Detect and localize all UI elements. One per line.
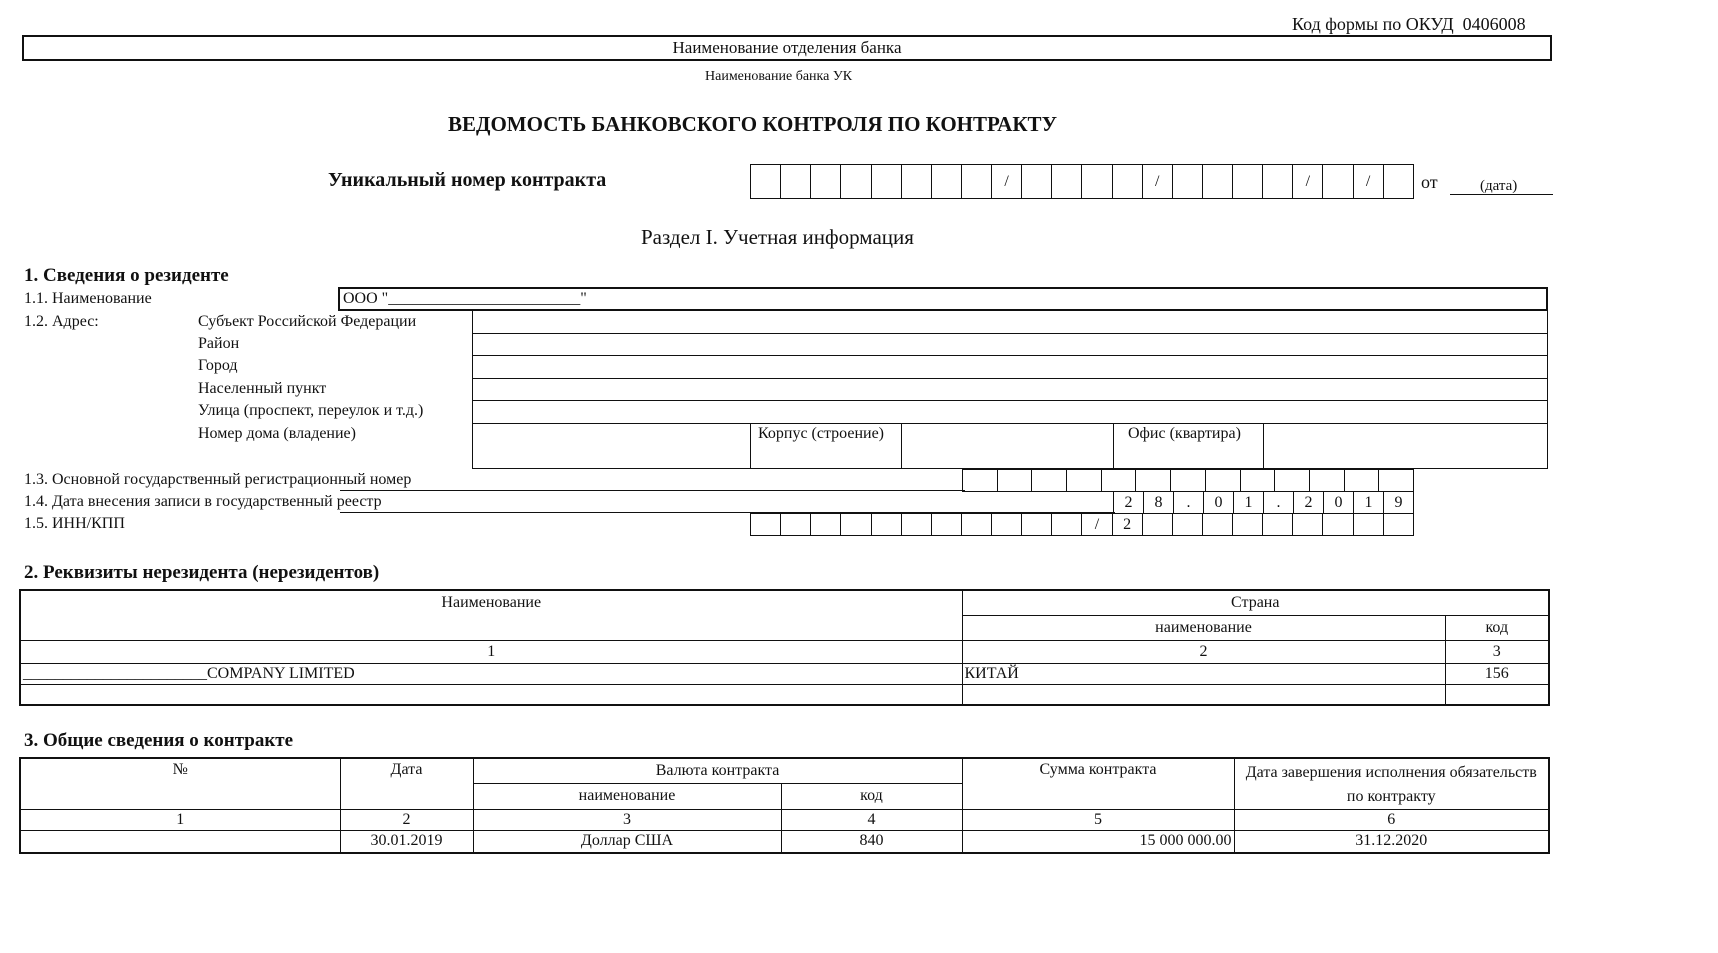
ogrn-grid <box>962 469 1414 492</box>
inn-kpp-cell <box>992 514 1022 535</box>
house-divider-1 <box>750 423 751 469</box>
contract-date: 30.01.2019 <box>340 831 473 853</box>
contract-number-cell <box>1082 165 1112 198</box>
contract-number-cell <box>1113 165 1143 198</box>
contract-number-cell <box>841 165 871 198</box>
table-row <box>20 684 1549 705</box>
address-city-label: Город <box>198 357 238 374</box>
contract-no <box>20 831 340 853</box>
ogrn-cell <box>1241 470 1276 491</box>
nonresident-table <box>19 589 1550 706</box>
reg-date-grid <box>1113 491 1414 514</box>
contract-number-cell <box>932 165 962 198</box>
contract-currency: Доллар США <box>473 831 781 853</box>
ogrn-cell <box>963 470 998 491</box>
inn-kpp-cell <box>841 514 871 535</box>
inn-kpp-cell: 2 <box>1113 514 1143 535</box>
num-3: 3 <box>473 810 781 831</box>
num-5: 5 <box>962 810 1234 831</box>
inn-kpp-cell <box>1354 514 1384 535</box>
inn-kpp-cell: / <box>1082 514 1112 535</box>
col-country-name: наименование <box>962 615 1445 640</box>
address-house-field <box>472 423 1548 469</box>
nonresident-name <box>20 684 962 705</box>
inn-kpp-grid <box>750 513 1414 536</box>
house-divider-2 <box>901 423 902 469</box>
inn-kpp-cell <box>811 514 841 535</box>
reg-date-label: 1.4. Дата внесения записи в государственный реестр <box>24 493 382 510</box>
inn-kpp-cell <box>781 514 811 535</box>
document-title: ВЕДОМОСТЬ БАНКОВСКОГО КОНТРОЛЯ ПО КОНТРАКТУ <box>448 112 1057 136</box>
contract-end-date: 31.12.2020 <box>1234 831 1549 853</box>
korpus-label: Корпус (строение) <box>758 425 885 442</box>
contract-number-cell <box>811 165 841 198</box>
reg-date-cell: . <box>1264 492 1294 513</box>
ogrn-cell <box>1136 470 1171 491</box>
inn-kpp-cell <box>1052 514 1082 535</box>
ogrn-cell <box>1310 470 1345 491</box>
nonresident-title: 2. Реквизиты нерезидента (нерезидентов) <box>24 562 380 583</box>
contract-number-cell: / <box>1293 165 1323 198</box>
contract-sum: 15 000 000.00 <box>962 831 1234 853</box>
nonresident-name: _______________________COMPANY LIMITED <box>20 663 962 684</box>
inn-kpp-cell <box>1233 514 1263 535</box>
address-settlement-label: Населенный пункт <box>198 380 327 397</box>
inn-kpp-cell <box>1173 514 1203 535</box>
bank-uk: Наименование банка УК <box>705 69 853 84</box>
reg-date-cell: 8 <box>1144 492 1174 513</box>
date-placeholder: (дата) <box>1480 178 1518 194</box>
inn-kpp-cell <box>751 514 781 535</box>
name-field <box>338 287 1548 311</box>
col-currency-code: код <box>781 783 962 809</box>
table-row <box>20 831 1549 853</box>
address-street-field <box>472 400 1548 424</box>
num-1: 1 <box>20 810 340 831</box>
contract-number-cell: / <box>1354 165 1384 198</box>
col-name: Наименование <box>20 590 962 640</box>
col-country-code: код <box>1445 615 1549 640</box>
contract-number-cell <box>1263 165 1293 198</box>
contract-number-cell <box>1233 165 1263 198</box>
contract-number-cell: / <box>992 165 1022 198</box>
inn-kpp-cell <box>1323 514 1353 535</box>
inn-kpp-cell <box>1293 514 1323 535</box>
reg-date-cell: 1 <box>1234 492 1264 513</box>
ogrn-cell <box>1345 470 1380 491</box>
date-underline <box>1450 194 1553 195</box>
reg-date-cell: 0 <box>1204 492 1234 513</box>
nonresident-country: КИТАЙ <box>962 663 1445 684</box>
inn-kpp-cell <box>1384 514 1414 535</box>
okud-code: 0406008 <box>1462 14 1526 34</box>
inn-kpp-cell <box>902 514 932 535</box>
num-4: 4 <box>781 810 962 831</box>
contract-info-title: 3. Общие сведения о контракте <box>24 730 294 751</box>
inn-kpp-cell <box>1203 514 1233 535</box>
ogrn-cell <box>1206 470 1241 491</box>
contract-number-cell <box>751 165 781 198</box>
address-city-field <box>472 355 1548 379</box>
ogrn-cell <box>1102 470 1137 491</box>
nonresident-country <box>962 684 1445 705</box>
contract-number-cell <box>1052 165 1082 198</box>
bank-branch: Наименование отделения банка <box>672 38 902 57</box>
nonresident-code <box>1445 684 1549 705</box>
address-label: 1.2. Адрес: <box>24 313 99 330</box>
contract-number-cell <box>781 165 811 198</box>
reg-date-cell: 2 <box>1114 492 1144 513</box>
contract-number-cell <box>872 165 902 198</box>
name-label: 1.1. Наименование <box>24 290 152 307</box>
contract-number-cell <box>1203 165 1233 198</box>
num-1: 1 <box>20 640 962 663</box>
house-divider-4 <box>1263 423 1264 469</box>
contract-number-grid <box>750 164 1414 199</box>
col-currency-name: наименование <box>473 783 781 809</box>
ogrn-cell <box>1379 470 1414 491</box>
contract-number-cell: / <box>1143 165 1173 198</box>
ogrn-label: 1.3. Основной государственный регистрационный номер <box>24 471 412 488</box>
resident-title: 1. Сведения о резиденте <box>24 265 229 286</box>
address-subject-field <box>472 310 1548 334</box>
contract-number-cell <box>1173 165 1203 198</box>
ogrn-cell <box>1067 470 1102 491</box>
name-value: ООО "________________________" <box>343 290 587 307</box>
reg-date-cell: 1 <box>1354 492 1384 513</box>
inn-kpp-cell <box>1143 514 1173 535</box>
ogrn-cell <box>1171 470 1206 491</box>
col-date: Дата <box>340 758 473 810</box>
contract-number-cell <box>1022 165 1052 198</box>
nonresident-code: 156 <box>1445 663 1549 684</box>
ogrn-cell <box>1032 470 1067 491</box>
address-street-label: Улица (проспект, переулок и т.д.) <box>198 402 424 419</box>
address-house-label: Номер дома (владение) <box>198 425 356 442</box>
num-2: 2 <box>962 640 1445 663</box>
contract-number-cell <box>1384 165 1414 198</box>
address-district-field <box>472 333 1548 356</box>
inn-kpp-cell <box>1022 514 1052 535</box>
inn-kpp-cell <box>962 514 992 535</box>
num-6: 6 <box>1234 810 1549 831</box>
contract-number-cell <box>1323 165 1353 198</box>
ogrn-underline <box>340 490 965 491</box>
house-divider-3 <box>1113 423 1114 469</box>
table-row <box>20 663 1549 684</box>
section-title: Раздел I. Учетная информация <box>641 225 914 249</box>
inn-kpp-cell <box>932 514 962 535</box>
bank-branch-box <box>22 35 1552 61</box>
inn-label: 1.5. ИНН/КПП <box>24 515 125 532</box>
contract-number-cell <box>902 165 932 198</box>
contract-number-label: Уникальный номер контракта <box>328 169 607 191</box>
col-end-date: Дата завершения исполнения обязательств по контракту <box>1234 758 1549 810</box>
col-currency: Валюта контракта <box>473 758 962 783</box>
reg-date-cell: 2 <box>1294 492 1324 513</box>
inn-kpp-cell <box>1263 514 1293 535</box>
reg-date-cell: . <box>1174 492 1204 513</box>
num-3: 3 <box>1445 640 1549 663</box>
col-country: Страна <box>962 590 1549 615</box>
reg-date-cell: 0 <box>1324 492 1354 513</box>
office-label: Офис (квартира) <box>1128 425 1241 442</box>
from-label: от <box>1421 172 1438 192</box>
contract-info-table <box>19 757 1550 854</box>
contract-currency-code: 840 <box>781 831 962 853</box>
reg-date-cell: 9 <box>1384 492 1414 513</box>
contract-number-cell <box>962 165 992 198</box>
ogrn-cell <box>1275 470 1310 491</box>
ogrn-cell <box>998 470 1033 491</box>
address-settlement-field <box>472 378 1548 401</box>
address-district-label: Район <box>198 335 240 352</box>
col-sum: Сумма контракта <box>962 758 1234 810</box>
col-no: № <box>20 758 340 810</box>
address-subject-label: Субъект Российской Федерации <box>198 313 417 330</box>
okud-label: Код формы по ОКУД 0406008 <box>1292 14 1526 34</box>
inn-kpp-cell <box>872 514 902 535</box>
num-2: 2 <box>340 810 473 831</box>
